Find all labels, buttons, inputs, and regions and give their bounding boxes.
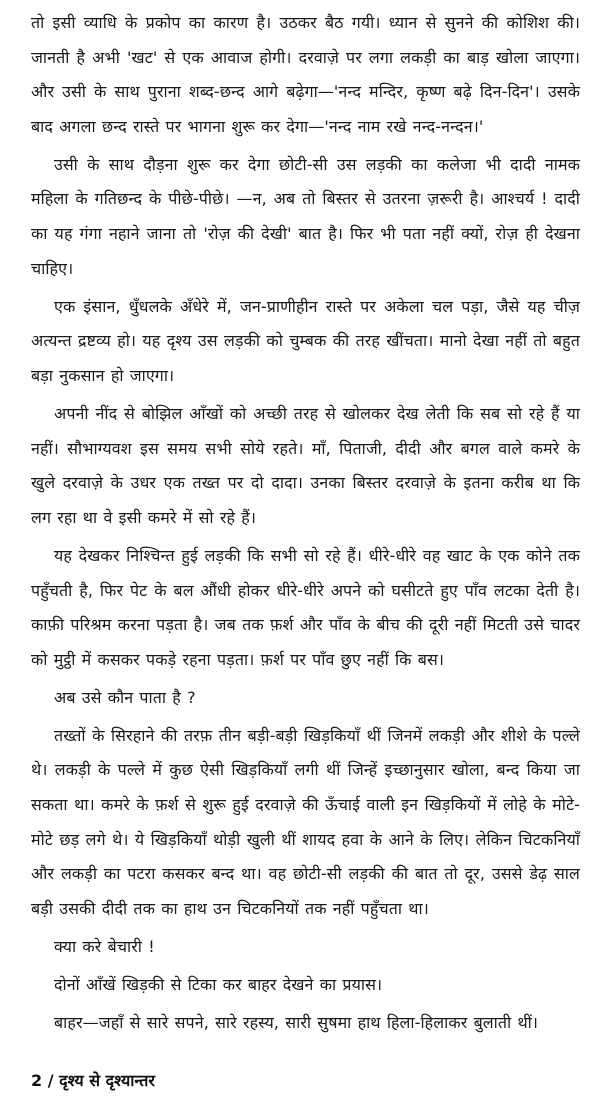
paragraph: दोनों आँखें खिड़की से टिका कर बाहर देखने का प्रयास। (54, 975, 383, 995)
paragraph-continued: तो इसी व्याधि के प्रकोप का कारण है। उठकर बैठ गयी। ध्यान से सुनने की कोशिश की। जानती है अभी 'खट' से एक आवाज होगी। दरवाज़े पर लगा लकड़ी का बाड़ खोला जाएगा। और उसी के साथ पुराना शब्द-छन्द आगे बढ़ेगा—'नन्द मन्दिर, कृष्ण बढ़े दिन-दिन'। उसके बाद अगला छन्द रास्ते पर भागना शुरू कर देगा—'नन्द नाम रखे नन्द-नन्दन।' (31, 13, 580, 136)
paragraph: यह देखकर निश्चिन्त हुई लड़की कि सभी सो रहे हैं। धीरे-धीरे वह खाट के एक कोने तक पहुँचती है, फिर पेट के बल औंधी होकर धीरे-धीरे अपने को घसीटते हुए पाँव लटका देती है। काफ़ी परिश्रम करना पड़ता है। जब तक फ़र्श और पाँव के बीच की दूरी नहीं मिटती उसे चादर को मुट्ठी में कसकर पकड़े रहना पड़ता। फ़र्श पर पाँव छुए नहीं कि बस। (31, 545, 580, 669)
paragraph: एक इंसान, धुँधलके अँधेरे में, जन-प्राणीहीन रास्ते पर अकेला चल पड़ा, जैसे यह चीज़ अत्यन्त द्रष्टव्य हो। यह दृश्य उस लड़की को चुम्बक की तरह खींचता। मानो देखा नहीं तो बहुत बड़ा नुकसान हो जाएगा। (31, 296, 580, 385)
paragraph: अब उसे कौन पाता है ? (54, 687, 196, 707)
paragraph: तख्तों के सिरहाने की तरफ़ तीन बड़ी-बड़ी खिड़कियाँ थीं जिनमें लकड़ी और शीशे के पल्ले थे। लकड़ी के पल्ले में कुछ ऐसी खिड़कियाँ लगी थीं जिन्हें इच्छानुसार खोला, बन्द किया जा सकता था। कमरे के फ़र्श से शुरू हुई दरवाज़े की ऊँचाई वाली इन खिड़कियों में लोहे के मोटे-मोटे छड़ लगे थे। ये खिड़कियाँ थोड़ी खुली थीं शायद हवा के आने के लिए। लेकिन चिटकनियाँ और लकड़ी का पटरा कसकर बन्द था। वह छोटी-सी लड़की की बात तो दूर, उससे डेढ़ साल बड़ी उसकी दीदी तक का हाथ उन चिटकनियों तक नहीं पहुँचता था। (31, 725, 580, 918)
paragraph: उसी के साथ दौड़ना शुरू कर देगा छोटी-सी उस लड़की का कलेजा भी दादी नामक महिला के गतिछन्द के पीछे-पीछे। —न, अब तो बिस्तर से उतरना ज़रूरी है। आश्चर्य ! दादी का यह गंगा नहाने जाना तो 'रोज़ की देखी' बात है। फिर भी पता नहीं क्यों, रोज़ ही देखना चाहिए। (31, 154, 580, 278)
paragraph: बाहर—जहाँ से सारे सपने, सारे रहस्य, सारी सुषमा हाथ हिला-हिलाकर बुलाती थीं। (54, 1013, 539, 1033)
page-footer: 2 / दृश्य से दृश्यान्तर (31, 1071, 155, 1090)
page-body (31, 6, 580, 1041)
paragraph: क्या करे बेचारी ! (54, 936, 155, 956)
paragraph: अपनी नींद से बोझिल आँखों को अच्छी तरह से खोलकर देख लेती कि सब सो रहे हैं या नहीं। सौभाग्यवश इस समय सभी सोये रहते। माँ, पिताजी, दीदी और बगल वाले कमरे के खुले दरवाज़े के उधर एक तख्त पर दो दादा। उनका बिस्तर दरवाज़े के इतना करीब था कि लग रहा था वे इसी कमरे में सो रहे हैं। (31, 404, 580, 527)
